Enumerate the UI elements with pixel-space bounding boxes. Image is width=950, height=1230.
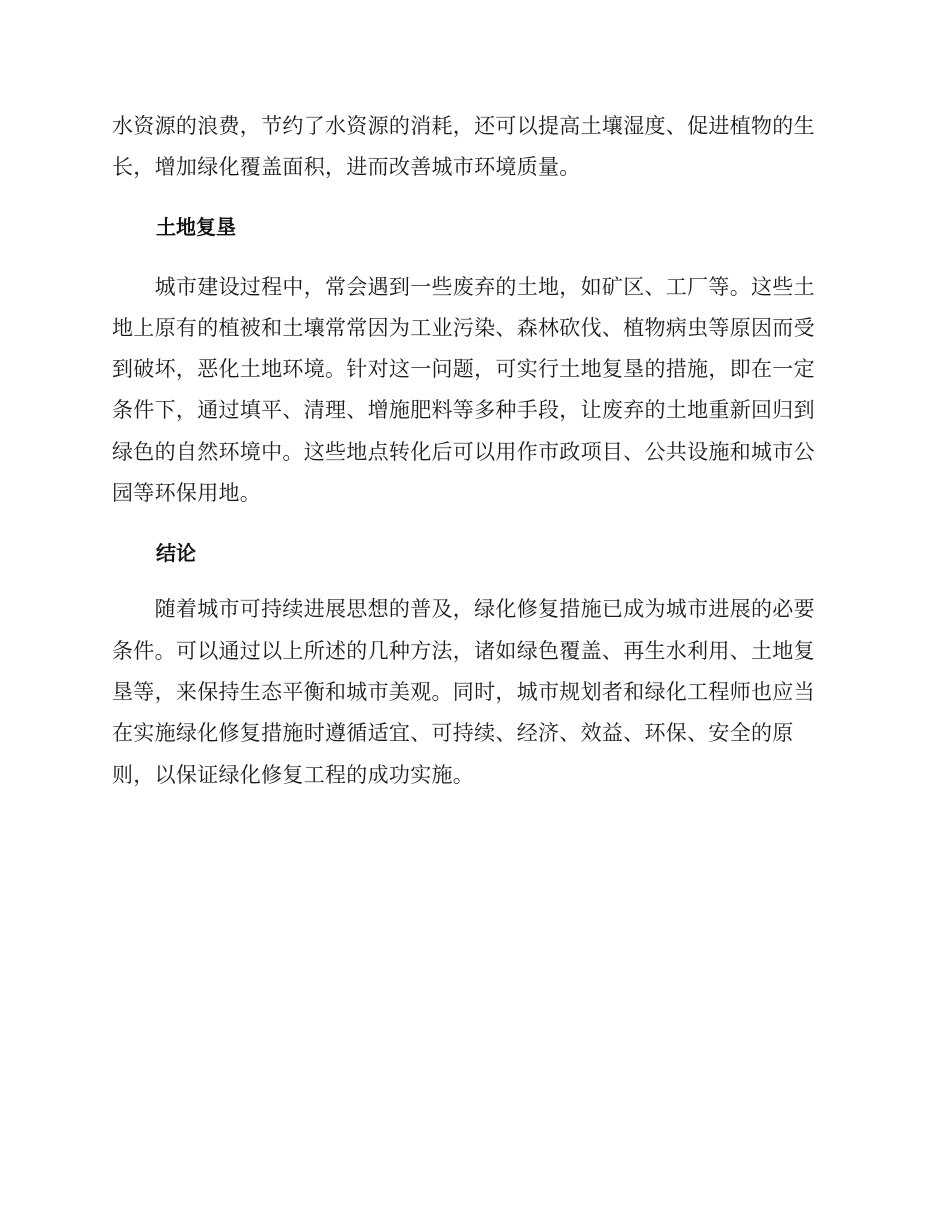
section-heading-conclusion: 结论 (156, 541, 196, 566)
conclusion-paragraph (112, 589, 830, 795)
paragraph-line: 则，以保证绿化修复工程的成功实施。 (112, 762, 475, 787)
section-heading-land-reclamation: 土地复垦 (156, 214, 236, 239)
paragraph-line: 水资源的浪费，节约了水资源的消耗，还可以提高土壤湿度、促进植物的生 (112, 114, 815, 138)
paragraph-line: 到破坏，恶化土地环境。针对这一问题，可实行土地复垦的措施，即在一定 (112, 357, 815, 382)
paragraph-line: 在实施绿化修复措施时遵循适宜、可持续、经济、效益、环保、安全的原 (112, 721, 794, 746)
paragraph-line: 地上原有的植被和土壤常常因为工业污染、森林砍伐、植物病虫等原因而受 (112, 315, 815, 340)
paragraph-line: 长，增加绿化覆盖面积，进而改善城市环境质量。 (112, 155, 581, 180)
intro-paragraph (112, 106, 830, 189)
paragraph-line: 条件下，通过填平、清理、增施肥料等多种手段，让废弃的土地重新回归到 (112, 398, 815, 423)
land-reclamation-paragraph (112, 267, 830, 515)
paragraph-line: 随着城市可持续进展思想的普及，绿化修复措施已成为城市进展的必要 (112, 597, 815, 622)
paragraph-line: 绿色的自然环境中。这些地点转化后可以用作市政项目、公共设施和城市公 (112, 439, 815, 464)
paragraph-line: 条件。可以通过以上所述的几种方法，诸如绿色覆盖、再生水利用、土地复 (112, 638, 815, 663)
paragraph-line: 垦等，来保持生态平衡和城市美观。同时，城市规划者和绿化工程师也应当 (112, 679, 815, 704)
paragraph-line: 城市建设过程中，常会遇到一些废弃的土地，如矿区、工厂等。这些土 (112, 274, 815, 299)
paragraph-line: 园等环保用地。 (112, 481, 262, 506)
document-page (112, 106, 830, 796)
